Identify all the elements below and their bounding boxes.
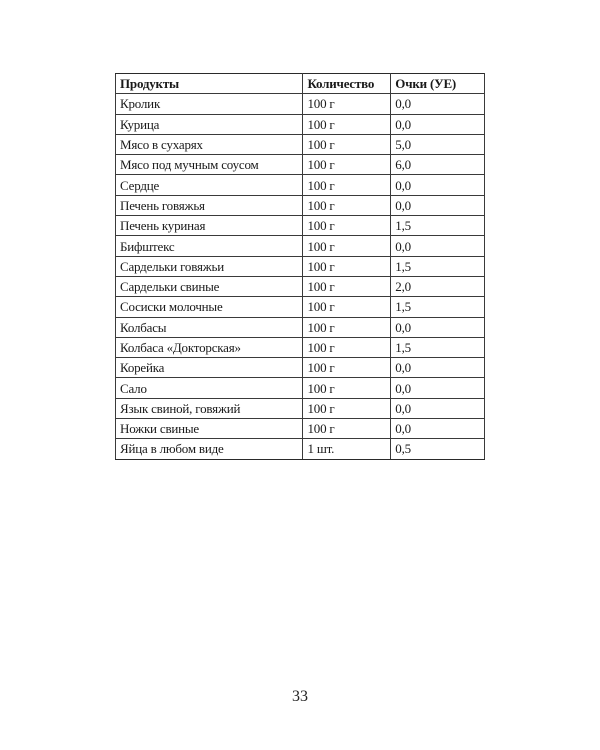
product-cell: Яйца в любом виде xyxy=(116,439,303,459)
product-cell: Колбаса «Докторская» xyxy=(116,337,303,357)
quantity-cell: 100 г xyxy=(303,94,391,114)
quantity-cell: 1 шт. xyxy=(303,439,391,459)
points-cell: 1,5 xyxy=(391,337,485,357)
quantity-cell: 100 г xyxy=(303,317,391,337)
points-cell: 0,0 xyxy=(391,114,485,134)
table-header-row xyxy=(116,74,485,94)
points-cell: 0,0 xyxy=(391,236,485,256)
points-cell: 0,5 xyxy=(391,439,485,459)
points-cell: 0,0 xyxy=(391,378,485,398)
product-cell: Сардельки говяжьи xyxy=(116,256,303,276)
quantity-cell: 100 г xyxy=(303,276,391,296)
table-row xyxy=(116,297,485,317)
product-cell: Мясо в сухарях xyxy=(116,134,303,154)
quantity-cell: 100 г xyxy=(303,134,391,154)
header-quantity: Количество xyxy=(303,74,391,94)
quantity-cell: 100 г xyxy=(303,337,391,357)
points-cell: 1,5 xyxy=(391,216,485,236)
points-cell: 1,5 xyxy=(391,297,485,317)
points-cell: 0,0 xyxy=(391,317,485,337)
product-cell: Язык свиной, говяжий xyxy=(116,398,303,418)
quantity-cell: 100 г xyxy=(303,358,391,378)
quantity-cell: 100 г xyxy=(303,114,391,134)
quantity-cell: 100 г xyxy=(303,378,391,398)
table-row xyxy=(116,317,485,337)
table-body xyxy=(116,94,485,459)
table-row xyxy=(116,134,485,154)
table-row xyxy=(116,378,485,398)
product-cell: Мясо под мучным соусом xyxy=(116,155,303,175)
product-cell: Колбасы xyxy=(116,317,303,337)
product-cell: Печень куриная xyxy=(116,216,303,236)
points-cell: 0,0 xyxy=(391,358,485,378)
points-cell: 0,0 xyxy=(391,398,485,418)
table-row xyxy=(116,175,485,195)
points-cell: 5,0 xyxy=(391,134,485,154)
product-cell: Кролик xyxy=(116,94,303,114)
product-cell: Ножки свиные xyxy=(116,419,303,439)
points-cell: 0,0 xyxy=(391,94,485,114)
table-row xyxy=(116,358,485,378)
product-cell: Печень говяжья xyxy=(116,195,303,215)
quantity-cell: 100 г xyxy=(303,398,391,418)
quantity-cell: 100 г xyxy=(303,236,391,256)
table-row xyxy=(116,337,485,357)
points-cell: 1,5 xyxy=(391,256,485,276)
product-cell: Сердце xyxy=(116,175,303,195)
quantity-cell: 100 г xyxy=(303,195,391,215)
points-cell: 0,0 xyxy=(391,195,485,215)
quantity-cell: 100 г xyxy=(303,216,391,236)
table-row xyxy=(116,439,485,459)
table-row xyxy=(116,195,485,215)
points-cell: 2,0 xyxy=(391,276,485,296)
quantity-cell: 100 г xyxy=(303,419,391,439)
table-row xyxy=(116,419,485,439)
product-cell: Корейка xyxy=(116,358,303,378)
table-row xyxy=(116,256,485,276)
table-row xyxy=(116,236,485,256)
product-cell: Курица xyxy=(116,114,303,134)
header-points: Очки (УЕ) xyxy=(391,74,485,94)
table-row xyxy=(116,94,485,114)
header-products: Продукты xyxy=(116,74,303,94)
product-cell: Бифштекс xyxy=(116,236,303,256)
table-row xyxy=(116,276,485,296)
quantity-cell: 100 г xyxy=(303,155,391,175)
products-table xyxy=(115,73,485,460)
quantity-cell: 100 г xyxy=(303,297,391,317)
page-number: 33 xyxy=(292,688,308,705)
points-cell: 0,0 xyxy=(391,419,485,439)
product-cell: Сардельки свиные xyxy=(116,276,303,296)
points-cell: 6,0 xyxy=(391,155,485,175)
table-row xyxy=(116,216,485,236)
table-row xyxy=(116,398,485,418)
points-cell: 0,0 xyxy=(391,175,485,195)
table-row xyxy=(116,114,485,134)
product-cell: Сало xyxy=(116,378,303,398)
quantity-cell: 100 г xyxy=(303,256,391,276)
product-cell: Сосиски молочные xyxy=(116,297,303,317)
quantity-cell: 100 г xyxy=(303,175,391,195)
table-row xyxy=(116,155,485,175)
